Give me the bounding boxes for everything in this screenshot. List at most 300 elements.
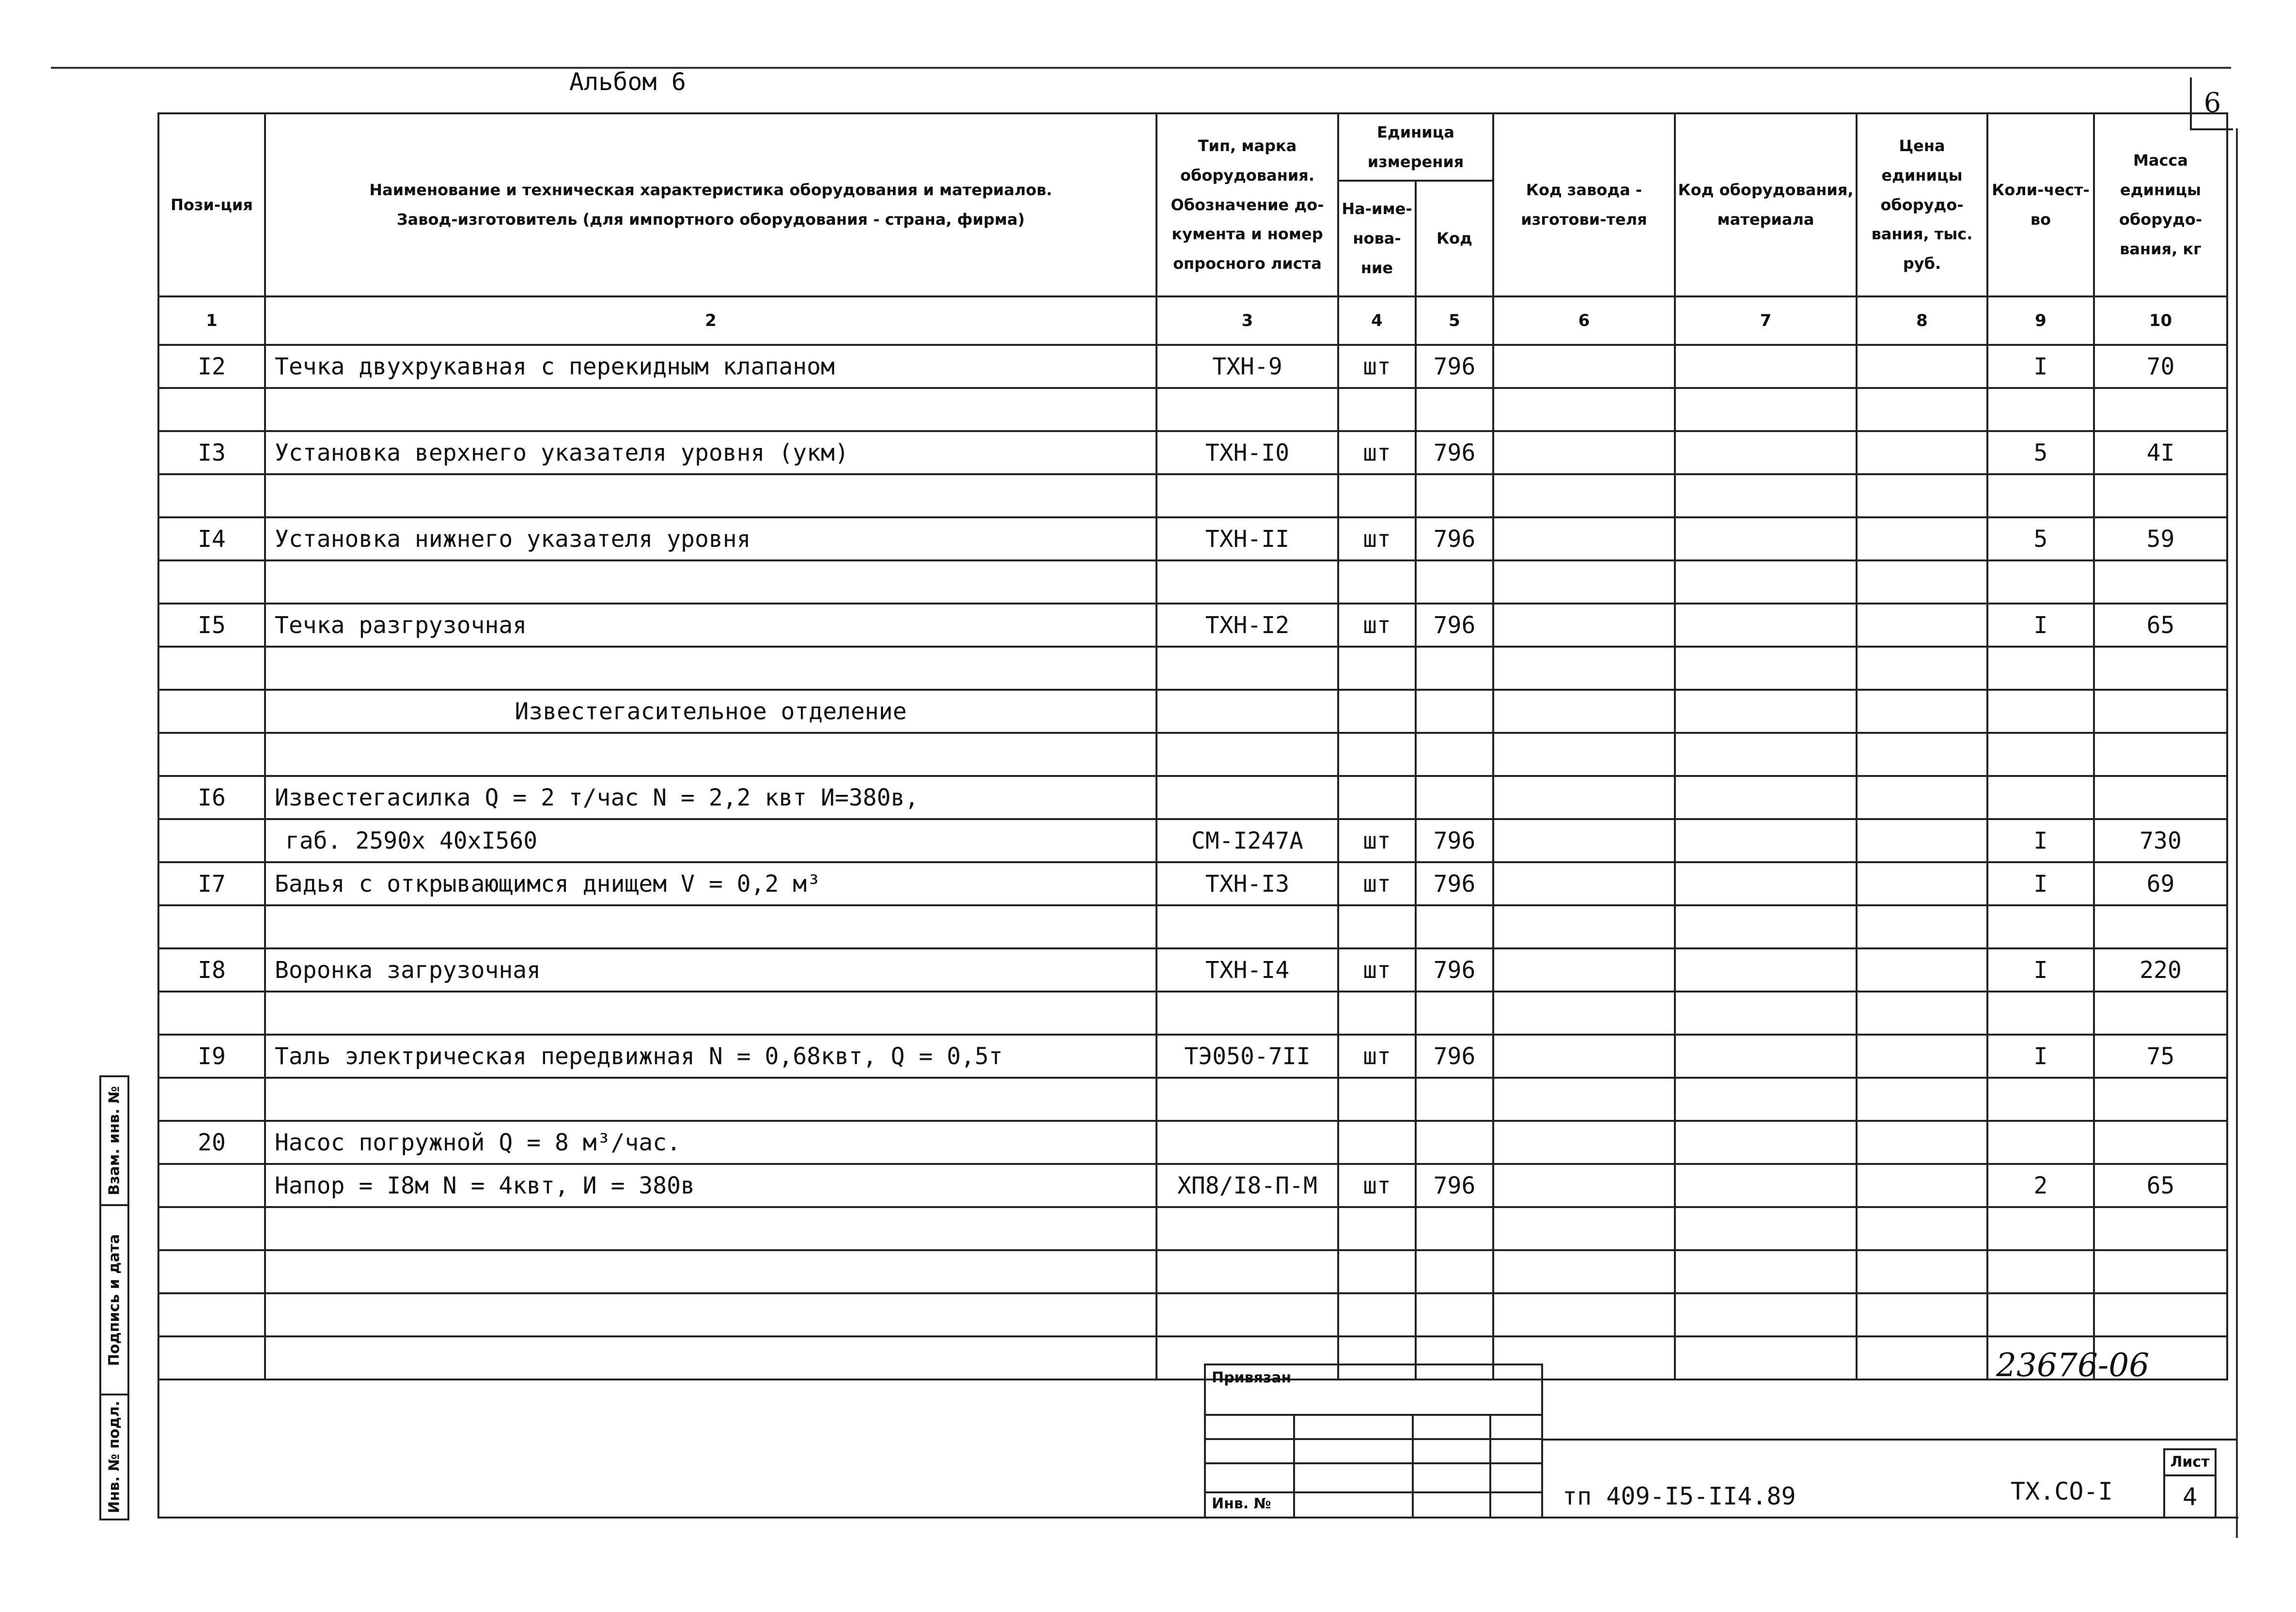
cell-quantity [1987,1250,2094,1293]
stamp-line [1206,1491,1543,1493]
cell-quantity [1987,905,2094,948]
header-unit-group: Единица измерения [1338,113,1493,181]
cell-mass [2094,1293,2227,1336]
cell-type: ТХН-I2 [1156,604,1338,647]
cell-factory-code [1493,733,1675,776]
cell-price [1857,431,1987,474]
table-row [158,948,2227,992]
cell-unit-code [1416,1207,1493,1250]
cell-quantity: 5 [1987,431,2094,474]
cell-type [1156,690,1338,733]
cell-name [265,905,1156,948]
cell-price [1857,690,1987,733]
cell-price [1857,948,1987,992]
cell-name [265,733,1156,776]
cell-unit-code: 796 [1416,862,1493,905]
cell-mass [2094,474,2227,517]
cell-unit: шт [1338,604,1416,647]
table-row [158,776,2227,819]
col-number: 5 [1416,296,1493,345]
title-block-stamp [1204,1364,1543,1519]
cell-factory-code [1493,647,1675,690]
side-stamp-original-inv [99,1394,129,1520]
cell-equipment-code [1675,1250,1857,1293]
cell-position [158,905,265,948]
bottom-frame-line [157,1517,2238,1519]
header-quantity: Коли-чест-во [1987,113,2094,296]
sheet-frame-right [2236,128,2238,1538]
cell-quantity: I [1987,604,2094,647]
cell-mass [2094,1207,2227,1250]
cell-unit-code [1416,647,1493,690]
cell-factory-code [1493,905,1675,948]
title-block-line [1543,1439,2236,1441]
cell-type: ТХН-9 [1156,345,1338,388]
cell-factory-code [1493,690,1675,733]
cell-quantity [1987,1207,2094,1250]
cell-quantity [1987,560,2094,604]
handwritten-number: 23676-06 [1996,1347,2150,1384]
header-mass: Масса единицы оборудо-вания, кг [2094,113,2227,296]
cell-equipment-code [1675,517,1857,560]
cell-unit-code [1416,1078,1493,1121]
cell-equipment-code [1675,431,1857,474]
cell-quantity [1987,474,2094,517]
cell-mass: 59 [2094,517,2227,560]
cell-position [158,1207,265,1250]
cell-mass [2094,690,2227,733]
cell-price [1857,1336,1987,1380]
cell-unit-code [1416,905,1493,948]
cell-unit [1338,1293,1416,1336]
cell-name [265,647,1156,690]
cell-price [1857,1078,1987,1121]
cell-factory-code [1493,1293,1675,1336]
cell-mass: 220 [2094,948,2227,992]
cell-quantity: I [1987,819,2094,862]
table-row [158,388,2227,431]
side-stamp-label: Инв. № подл. [106,1400,123,1514]
cell-position: I9 [158,1035,265,1078]
cell-unit: шт [1338,517,1416,560]
cell-equipment-code [1675,905,1857,948]
cell-quantity [1987,1078,2094,1121]
cell-price [1857,1121,1987,1164]
cell-quantity: 2 [1987,1164,2094,1207]
cell-name: Известегасительное отделение [265,690,1156,733]
cell-unit-code: 796 [1416,1035,1493,1078]
cell-mass [2094,388,2227,431]
cell-type: ТЭ050-7II [1156,1035,1338,1078]
cell-name [265,1207,1156,1250]
cell-position [158,992,265,1035]
cell-equipment-code [1675,604,1857,647]
table-body [158,345,2227,1380]
cell-unit: шт [1338,431,1416,474]
cell-price [1857,517,1987,560]
cell-position [158,690,265,733]
stamp-line [1293,1414,1295,1519]
cell-type [1156,905,1338,948]
cell-quantity [1987,388,2094,431]
cell-price [1857,1164,1987,1207]
cell-equipment-code [1675,1336,1857,1380]
cell-factory-code [1493,1250,1675,1293]
table-row [158,1078,2227,1121]
list-label: Лист [2165,1450,2215,1476]
cell-factory-code [1493,1207,1675,1250]
side-stamp-label: Подпись и дата [106,1234,123,1366]
stamp-line [1206,1462,1543,1464]
cell-type [1156,474,1338,517]
header-name [265,113,1156,296]
cell-unit: шт [1338,1035,1416,1078]
sheet-code: ТХ.СО-I [2011,1477,2113,1505]
cell-factory-code [1493,388,1675,431]
cell-type: ХП8/I8-П-М [1156,1164,1338,1207]
cell-quantity: I [1987,862,2094,905]
stamp-line [1206,1414,1543,1416]
cell-quantity: I [1987,948,2094,992]
cell-quantity [1987,1293,2094,1336]
cell-position: I3 [158,431,265,474]
cell-price [1857,905,1987,948]
cell-price [1857,474,1987,517]
cell-position [158,733,265,776]
cell-equipment-code [1675,647,1857,690]
col-number: 3 [1156,296,1338,345]
cell-unit-code [1416,690,1493,733]
cell-type: ТХН-II [1156,517,1338,560]
cell-quantity [1987,992,2094,1035]
cell-equipment-code [1675,862,1857,905]
cell-price [1857,345,1987,388]
cell-position: I5 [158,604,265,647]
col-number: 9 [1987,296,2094,345]
left-frame-line [157,1327,159,1519]
col-number: 7 [1675,296,1857,345]
cell-factory-code [1493,517,1675,560]
cell-unit-code [1416,733,1493,776]
cell-position [158,647,265,690]
cell-unit-code [1416,1121,1493,1164]
cell-type [1156,1207,1338,1250]
cell-unit [1338,1250,1416,1293]
cell-quantity [1987,690,2094,733]
cell-price [1857,733,1987,776]
cell-mass [2094,1121,2227,1164]
cell-name [265,560,1156,604]
cell-type [1156,388,1338,431]
col-number: 4 [1338,296,1416,345]
cell-unit-code: 796 [1416,604,1493,647]
cell-position: I2 [158,345,265,388]
cell-name: Насос погружной Q = 8 м³/час. [265,1121,1156,1164]
cell-unit-code [1416,992,1493,1035]
cell-unit: шт [1338,948,1416,992]
header-price: Цена единицы оборудо-вания, тыс. руб. [1857,113,1987,296]
cell-equipment-code [1675,948,1857,992]
cell-price [1857,604,1987,647]
cell-factory-code [1493,1078,1675,1121]
cell-factory-code [1493,345,1675,388]
cell-position: I7 [158,862,265,905]
list-value: 4 [2182,1483,2198,1511]
cell-unit [1338,992,1416,1035]
cell-unit-code [1416,388,1493,431]
cell-name: Установка верхнего указателя уровня (укм) [265,431,1156,474]
cell-type [1156,560,1338,604]
cell-position [158,1336,265,1380]
cell-mass: 69 [2094,862,2227,905]
table-row [158,1207,2227,1250]
cell-quantity: I [1987,345,2094,388]
cell-factory-code [1493,604,1675,647]
cell-price [1857,992,1987,1035]
cell-equipment-code [1675,776,1857,819]
table-row [158,474,2227,517]
cell-mass: 730 [2094,819,2227,862]
cell-price [1857,388,1987,431]
cell-equipment-code [1675,388,1857,431]
cell-position [158,388,265,431]
header-name-line2: Завод-изготовитель (для импортного оборудования - страна, фирма) [396,210,1025,229]
cell-unit-code [1416,1250,1493,1293]
column-numbers-row [158,296,2227,345]
table-row [158,604,2227,647]
cell-type: СМ-I247А [1156,819,1338,862]
stamp-line [1412,1414,1414,1519]
cell-mass: 4I [2094,431,2227,474]
cell-equipment-code [1675,819,1857,862]
cell-unit-code [1416,474,1493,517]
cell-unit [1338,1121,1416,1164]
cell-equipment-code [1675,1078,1857,1121]
cell-unit [1338,647,1416,690]
cell-name: Течка разгрузочная [265,604,1156,647]
cell-mass [2094,776,2227,819]
cell-type: ТХН-I4 [1156,948,1338,992]
cell-unit-code [1416,560,1493,604]
cell-name [265,1293,1156,1336]
inv-number-label: Инв. № [1212,1495,1271,1512]
cell-type: ТХН-I0 [1156,431,1338,474]
side-stamp-replacement-inv [99,1075,129,1206]
cell-factory-code [1493,948,1675,992]
cell-name: Бадья с открывающимся днищем V = 0,2 м³ [265,862,1156,905]
table-row [158,905,2227,948]
header-equipment-code: Код оборудования, материала [1675,113,1857,296]
cell-type [1156,733,1338,776]
cell-factory-code [1493,819,1675,862]
cell-name: Воронка загрузочная [265,948,1156,992]
cell-quantity: I [1987,1035,2094,1078]
side-stamp-signature-date [99,1204,129,1395]
header-name-line1: Наименование и техническая характеристика оборудования и материалов. [369,181,1052,200]
cell-name [265,992,1156,1035]
cell-name: Напор = I8м N = 4квт, И = 380в [265,1164,1156,1207]
cell-position [158,1250,265,1293]
table-row [158,1336,2227,1380]
cell-position [158,560,265,604]
cell-position [158,1293,265,1336]
table-row [158,1035,2227,1078]
stamp-line [1206,1438,1543,1440]
cell-factory-code [1493,1035,1675,1078]
cell-equipment-code [1675,733,1857,776]
table-row [158,1121,2227,1164]
cell-factory-code [1493,1164,1675,1207]
cell-position: I8 [158,948,265,992]
cell-unit [1338,690,1416,733]
cell-quantity: 5 [1987,517,2094,560]
cell-equipment-code [1675,1035,1857,1078]
cell-mass [2094,733,2227,776]
cell-mass: 65 [2094,604,2227,647]
table-row [158,647,2227,690]
cell-type: ТХН-I3 [1156,862,1338,905]
cell-equipment-code [1675,1207,1857,1250]
cell-price [1857,1207,1987,1250]
table-row [158,431,2227,474]
cell-unit [1338,776,1416,819]
cell-factory-code [1493,474,1675,517]
cell-factory-code [1493,431,1675,474]
header-type: Тип, марка оборудования. Обозначение до-кумента и номер опросного листа [1156,113,1338,296]
table-row [158,517,2227,560]
cell-name [265,1078,1156,1121]
cell-mass [2094,647,2227,690]
cell-unit-code [1416,776,1493,819]
cell-price [1857,1250,1987,1293]
cell-factory-code [1493,992,1675,1035]
cell-mass: 70 [2094,345,2227,388]
cell-equipment-code [1675,1293,1857,1336]
cell-unit-code: 796 [1416,517,1493,560]
cell-equipment-code [1675,474,1857,517]
table-row [158,733,2227,776]
header-unit-name: На-име-нова-ние [1338,181,1416,296]
cell-unit-code: 796 [1416,948,1493,992]
cell-equipment-code [1675,560,1857,604]
header-unit-code: Код [1416,181,1493,296]
cell-price [1857,776,1987,819]
cell-unit [1338,474,1416,517]
cell-mass: 75 [2094,1035,2227,1078]
col-number: 2 [265,296,1156,345]
cell-name: габ. 2590х 40хI560 [265,819,1156,862]
cell-unit [1338,388,1416,431]
cell-unit: шт [1338,1164,1416,1207]
cell-unit-code: 796 [1416,819,1493,862]
cell-mass [2094,905,2227,948]
cell-price [1857,819,1987,862]
table-row [158,345,2227,388]
table-row [158,560,2227,604]
cell-mass [2094,992,2227,1035]
cell-unit [1338,1078,1416,1121]
col-number: 8 [1857,296,1987,345]
cell-price [1857,862,1987,905]
cell-name: Течка двухрукавная с перекидным клапаном [265,345,1156,388]
privyazan-label: Привязан [1212,1369,1292,1386]
cell-unit [1338,1207,1416,1250]
cell-name [265,474,1156,517]
cell-type [1156,992,1338,1035]
stamp-line [1489,1414,1491,1519]
section-row [158,690,2227,733]
cell-unit-code: 796 [1416,431,1493,474]
cell-type [1156,1121,1338,1164]
cell-factory-code [1493,1121,1675,1164]
cell-unit-code: 796 [1416,345,1493,388]
cell-type [1156,1293,1338,1336]
cell-name: Известегасилка Q = 2 т/час N = 2,2 квт И=380в, [265,776,1156,819]
cell-price [1857,647,1987,690]
cell-mass [2094,1250,2227,1293]
cell-position [158,474,265,517]
col-number: 6 [1493,296,1675,345]
cell-price [1857,1293,1987,1336]
side-stamp-label: Взам. инв. № [106,1086,123,1195]
cell-factory-code [1493,862,1675,905]
cell-name: Таль электрическая передвижная N = 0,68квт, Q = 0,5т [265,1035,1156,1078]
cell-price [1857,560,1987,604]
cell-name: Установка нижнего указателя уровня [265,517,1156,560]
cell-unit: шт [1338,345,1416,388]
cell-name [265,1250,1156,1293]
table-row [158,1164,2227,1207]
cell-equipment-code [1675,690,1857,733]
document-code: тп 409-I5-II4.89 [1562,1482,1796,1510]
cell-quantity [1987,733,2094,776]
cell-name [265,1336,1156,1380]
cell-equipment-code [1675,1164,1857,1207]
cell-position: 20 [158,1121,265,1164]
cell-type [1156,647,1338,690]
cell-mass [2094,560,2227,604]
cell-unit [1338,733,1416,776]
cell-unit [1338,905,1416,948]
header-factory-code: Код завода - изготови-теля [1493,113,1675,296]
cell-quantity [1987,1121,2094,1164]
header-position: Пози-ция [158,113,265,296]
table-row [158,819,2227,862]
cell-unit [1338,560,1416,604]
specification-table [157,112,2228,1380]
cell-factory-code [1493,560,1675,604]
cell-position: I6 [158,776,265,819]
cell-position [158,1078,265,1121]
cell-equipment-code [1675,345,1857,388]
cell-unit-code [1416,1293,1493,1336]
cell-type [1156,776,1338,819]
table-row [158,1293,2227,1336]
cell-equipment-code [1675,992,1857,1035]
corner-sheet-number: 6 [2190,78,2233,130]
col-number: 1 [158,296,265,345]
cell-price [1857,1035,1987,1078]
cell-quantity [1987,776,2094,819]
cell-type [1156,1250,1338,1293]
cell-name [265,388,1156,431]
cell-unit-code: 796 [1416,1164,1493,1207]
cell-type [1156,1078,1338,1121]
cell-position [158,819,265,862]
cell-factory-code [1493,776,1675,819]
table-row [158,992,2227,1035]
cell-unit: шт [1338,862,1416,905]
